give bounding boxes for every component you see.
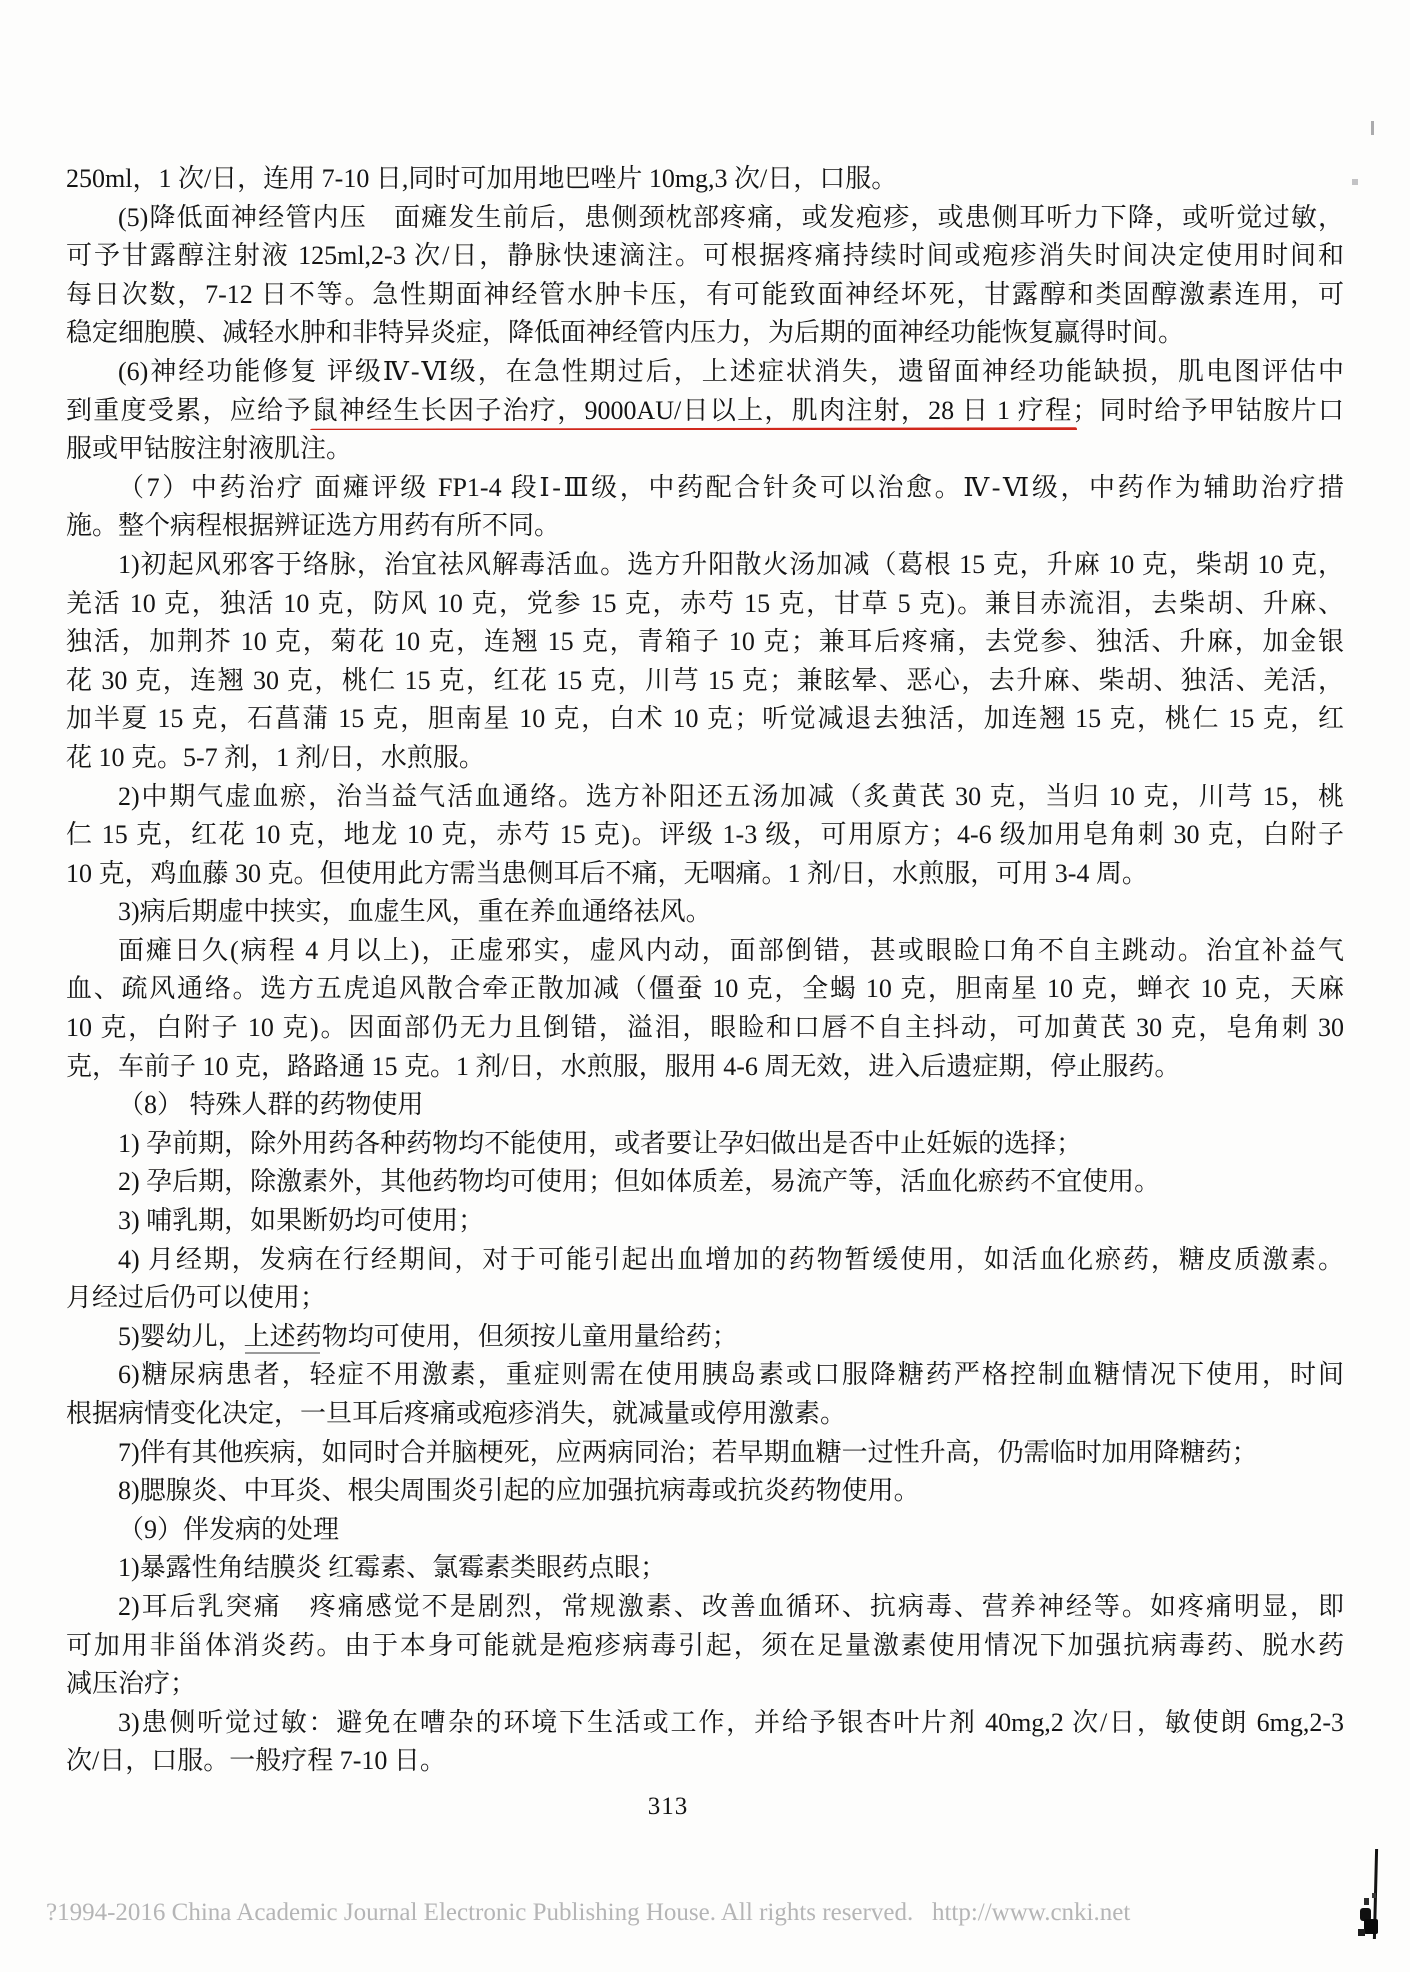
scan-artifact-ink-blob	[1364, 1919, 1378, 1934]
text-line: 10 克，白附子 10 克)。因面部仍无力且倒错，溢泪，眼睑和口唇不自主抖动，可加黄芪 30 克，皂角刺 30	[66, 1013, 1344, 1043]
pencil-underlined-text: 上述药	[243, 1321, 322, 1351]
text-line: 7)伴有其他疾病，如同时合并脑梗死，应两病同治；若早期血糖一过性升高，仍需临时加用降糖药；	[118, 1437, 1258, 1467]
text-line: 1)暴露性角结膜炎 红霉素、氯霉素类眼药点眼；	[118, 1553, 667, 1583]
text-line: 4) 月经期，发病在行经期间，对于可能引起出血增加的药物暂缓使用，如活血化瘀药，糖皮质激素。	[118, 1244, 1344, 1274]
text-segment: 5)婴幼儿，	[118, 1321, 244, 1351]
text-segment: 到重度受累，应给予	[66, 395, 312, 425]
text-line: 2) 孕后期，除激素外，其他药物均可使用；但如体质差，易流产等，活血化瘀药不宜使用。	[118, 1167, 1161, 1197]
scan-artifact-tick	[1371, 121, 1374, 135]
text-line	[66, 392, 1344, 431]
text-line: 花 10 克。5-7 剂，1 剂/日，水煎服。	[66, 742, 485, 772]
text-line: 3)患侧听觉过敏：避免在嘈杂的环境下生活或工作，并给予银杏叶片剂 40mg,2 次/日，敏使朗 6mg,2-3	[118, 1707, 1344, 1737]
page-number: 313	[647, 1793, 689, 1820]
text-line: 10 克，鸡血藤 30 克。但使用此方需当患侧耳后不痛，无咽痛。1 剂/日，水煎服，可用 3-4 周。	[66, 858, 1148, 888]
text-line: 可予甘露醇注射液 125ml,2-3 次/日，静脉快速滴注。可根据疼痛持续时间或疱疹消失时间决定使用时间和	[66, 241, 1344, 271]
text-line: (6)神经功能修复 评级Ⅳ-Ⅵ级，在急性期过后，上述症状消失，遗留面神经功能缺损，肌电图评估中	[118, 356, 1344, 386]
text-line: 250ml，1 次/日，连用 7-10 日,同时可加用地巴唑片 10mg,3 次/日，口服。	[66, 164, 898, 193]
text-segment: ；同时给予甲钴胺片口	[1072, 395, 1344, 425]
text-line: 稳定细胞膜、减轻水肿和非特异炎症，降低面神经管内压力，为后期的面神经功能恢复赢得时间。	[66, 318, 1185, 348]
text-line: 2)耳后乳突痛 疼痛感觉不是剧烈，常规激素、改善血循环、抗病毒、营养神经等。如疼痛明显，即	[118, 1591, 1344, 1621]
text-line: 6)糖尿病患者，轻症不用激素，重症则需在使用胰岛素或口服降糖药严格控制血糖情况下使用，时间	[118, 1360, 1344, 1390]
text-line: 次/日，口服。一般疗程 7-10 日。	[66, 1746, 446, 1776]
scan-artifact-dot	[1352, 179, 1358, 185]
text-line: 2)中期气虚血瘀，治当益气活血通络。选方补阳还五汤加减（炙黄芪 30 克，当归 10 克，川芎 15，桃	[118, 781, 1344, 811]
text-line: （7）中药治疗 面瘫评级 FP1-4 段Ⅰ-Ⅲ级，中药配合针灸可以治愈。Ⅳ-Ⅵ级，中药作为辅助治疗措	[118, 472, 1344, 502]
text-line: 仁 15 克，红花 10 克，地龙 10 克，赤芍 15 克)。评级 1-3 级，可用原方；4-6 级加用皂角刺 30 克，白附子	[66, 820, 1344, 850]
text-line: 减压治疗；	[66, 1669, 197, 1699]
text-line: 每日次数，7-12 日不等。急性期面神经管水肿卡压，有可能致面神经坏死，甘露醇和类固醇激素连用，可	[66, 279, 1344, 309]
text-line: 加半夏 15 克，石菖蒲 15 克，胆南星 10 克，白术 10 克；听觉减退去独活，加连翘 15 克，桃仁 15 克，红	[66, 704, 1344, 734]
text-line: 8)腮腺炎、中耳炎、根尖周围炎引起的应加强抗病毒或抗炎药物使用。	[118, 1476, 920, 1506]
text-line: 可加用非甾体消炎药。由于本身可能就是疱疹病毒引起，须在足量激素使用情况下加强抗病毒药、脱水药	[66, 1630, 1344, 1660]
copyright-watermark: ?1994-2016 China Academic Journal Electronic Publishing House. All rights reserved. http://www.cnki.net	[46, 1899, 1131, 1926]
text-line: （8） 特殊人群的药物使用	[118, 1090, 424, 1120]
text-line: （9）伴发病的处理	[118, 1514, 340, 1544]
text-line: 服或甲钴胺注射液肌注。	[66, 434, 353, 464]
text-line: 1) 孕前期，除外用药各种药物均不能使用，或者要让孕妇做出是否中止妊娠的选择；	[118, 1128, 1083, 1158]
text-line: (5)降低面神经管内压 面瘫发生前后，患侧颈枕部疼痛，或发疱疹，或患侧耳听力下降，或听觉过敏，	[118, 202, 1344, 232]
text-line: 3)病后期虚中挟实，血虚生风，重在养血通络祛风。	[118, 897, 712, 927]
text-line: 根据病情变化决定，一旦耳后疼痛或疱疹消失，就减量或停用激素。	[66, 1399, 847, 1428]
text-segment: 物均可使用，但须按儿童用量给药；	[321, 1321, 738, 1351]
text-line: 3) 哺乳期，如果断奶均可使用；	[118, 1206, 485, 1236]
scan-artifact-ink-mark	[1364, 1898, 1369, 1905]
text-line: 面瘫日久(病程 4 月以上)，正虚邪实，虚风内动，面部倒错，甚或眼睑口角不自主跳动。治宜补益气	[118, 935, 1344, 965]
text-line: 独活，加荆芥 10 克，菊花 10 克，连翘 15 克，青箱子 10 克；兼耳后疼痛，去党参、独活、升麻，加金银	[66, 627, 1344, 657]
text-line	[66, 1318, 1344, 1357]
text-line: 月经过后仍可以使用；	[66, 1283, 327, 1313]
text-line: 羌活 10 克，独活 10 克，防风 10 克，党参 15 克，赤芍 15 克，甘草 5 克)。兼目赤流泪，去柴胡、升麻、	[66, 588, 1344, 618]
red-underlined-text: 鼠神经生长因子治疗，9000AU/日以上，肌肉注射，28 日 1 疗程	[311, 395, 1073, 425]
text-line: 1)初起风邪客于络脉，治宜祛风解毒活血。选方升阳散火汤加减（葛根 15 克，升麻 10 克，柴胡 10 克，	[118, 549, 1344, 579]
text-line: 血、疏风通络。选方五虎追风散合牵正散加减（僵蚕 10 克，全蝎 10 克，胆南星 10 克，蝉衣 10 克，天麻	[66, 974, 1344, 1004]
scan-artifact-ink-mark	[1372, 1893, 1376, 1898]
text-line: 施。整个病程根据辨证选方用药有所不同。	[66, 511, 561, 541]
text-line: 花 30 克，连翘 30 克，桃仁 15 克，红花 15 克，川芎 15 克；兼眩晕、恶心，去升麻、柴胡、独活、羌活，	[66, 665, 1344, 695]
text-line: 克，车前子 10 克，路路通 15 克。1 剂/日，水煎服，服用 4-6 周无效，进入后遗症期，停止服药。	[66, 1051, 1181, 1081]
scan-artifact-ink-blob	[1358, 1929, 1365, 1936]
body-text	[66, 160, 1344, 1781]
